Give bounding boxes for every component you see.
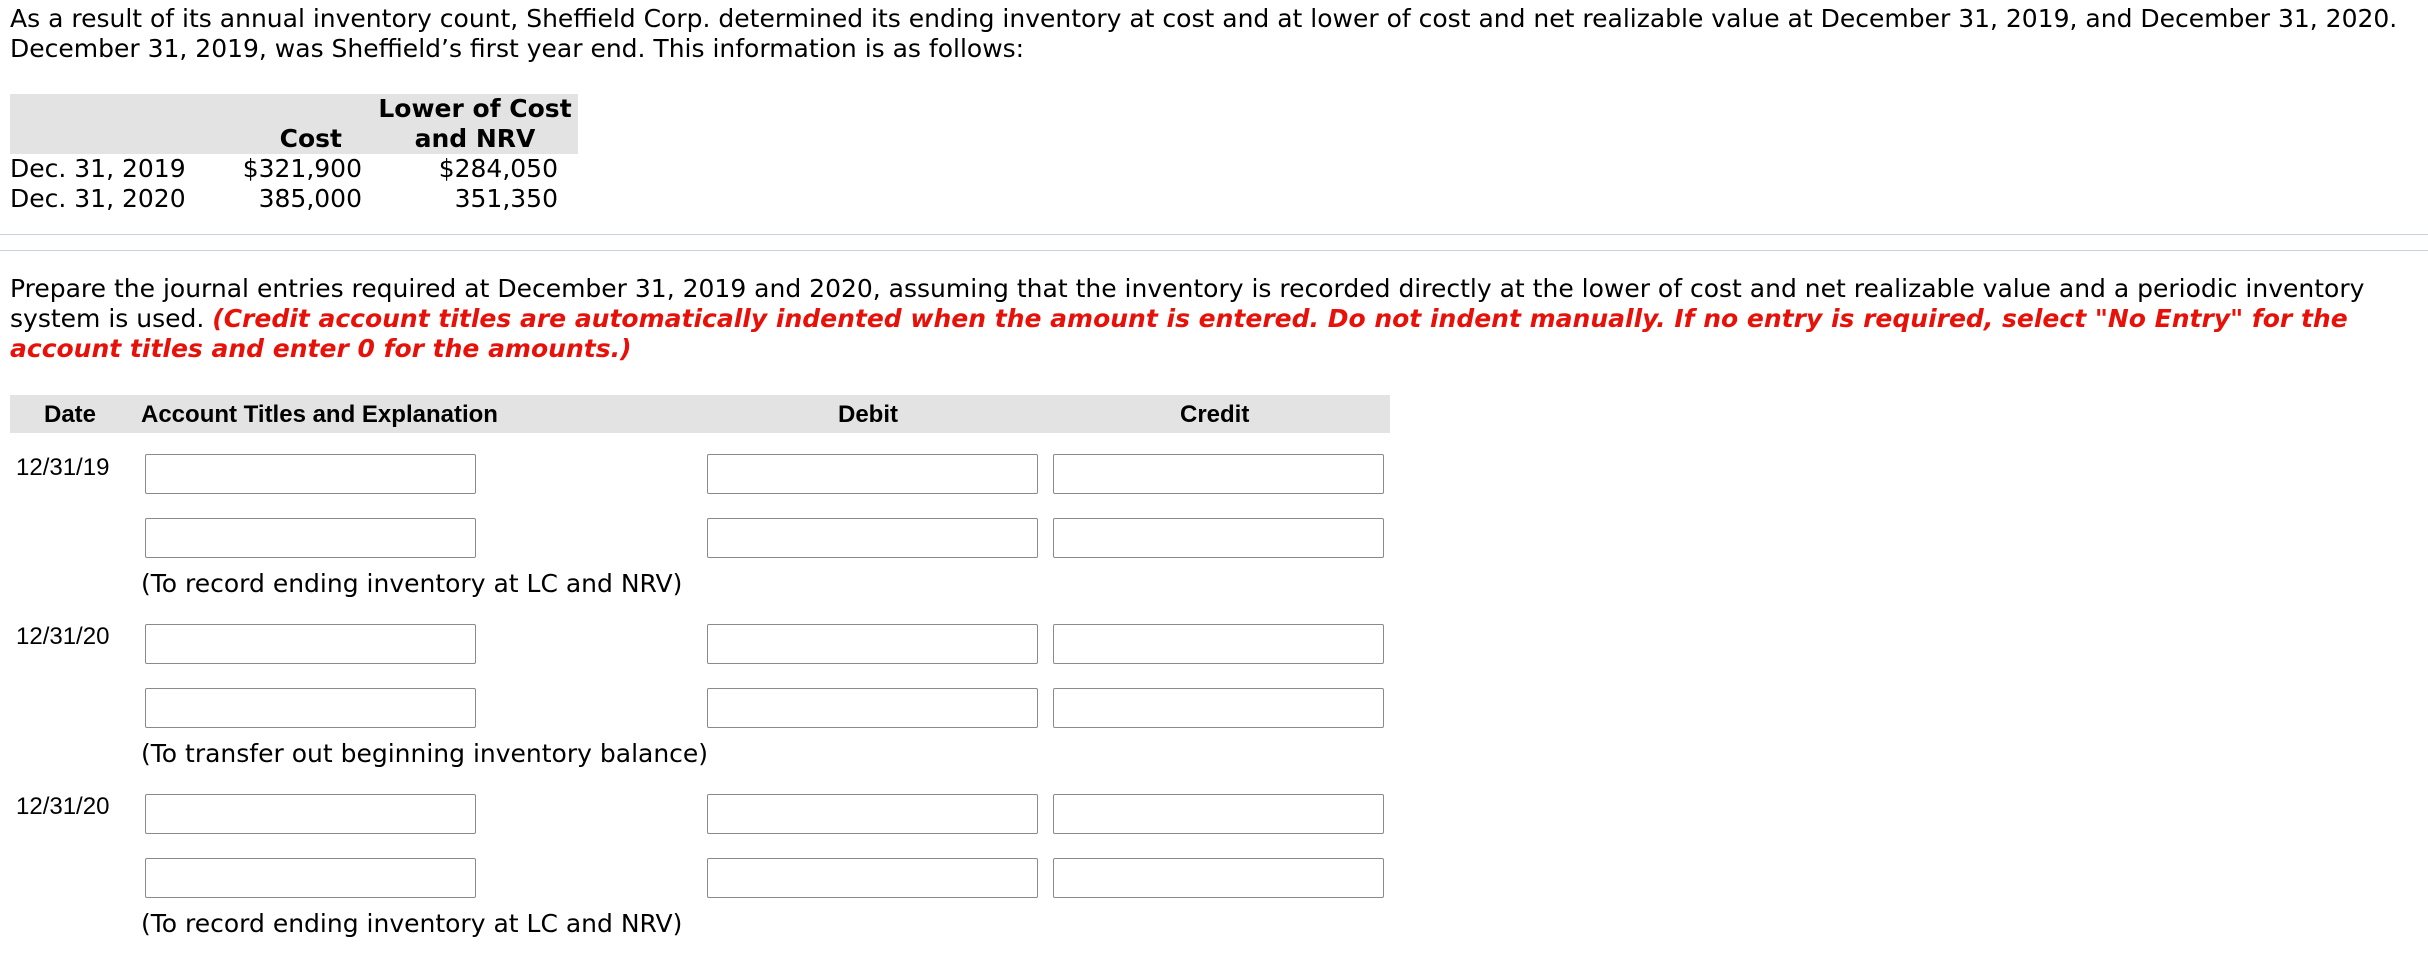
entry-date: 12/31/19 [16,454,110,481]
debit-input[interactable] [707,624,1038,664]
journal-header-debit: Debit [838,401,898,428]
journal-header-credit: Credit [1180,401,1250,428]
inventory-row-label: Dec. 31, 2019 [10,154,186,183]
entry-explanation: (To transfer out beginning inventory balance) [141,739,709,768]
debit-input[interactable] [707,518,1038,558]
inventory-table [10,94,578,214]
debit-input[interactable] [707,454,1038,494]
inventory-cost-header: Cost [202,94,372,154]
journal-header-account: Account Titles and Explanation [141,401,498,428]
inventory-row-lcnrv: $284,050 [438,154,558,183]
inventory-lcnrv-header-line-1: Lower of Cost [378,94,572,123]
credit-input[interactable] [1053,454,1384,494]
instructions-note: (Credit account titles are automatically indented when the amount is entered. Do not indent manually. If no entry is required, select "No Entry" for the account titles and enter 0 for the amounts.) [10,304,2348,363]
account-title-input[interactable] [145,688,476,728]
credit-input[interactable] [1053,794,1384,834]
inventory-table-corner [10,94,202,154]
inventory-row-lcnrv: 351,350 [454,184,558,213]
debit-input[interactable] [707,688,1038,728]
entry-date: 12/31/20 [16,623,110,650]
entry-date: 12/31/20 [16,793,110,820]
inventory-row-cost: $321,900 [242,154,362,183]
inventory-row-label: Dec. 31, 2020 [10,184,186,213]
credit-input[interactable] [1053,624,1384,664]
table-row [10,154,578,184]
journal-header-date: Date [44,401,97,428]
credit-input[interactable] [1053,688,1384,728]
instructions-text: Prepare the journal entries required at December 31, 2019 and 2020, assuming that the inventory is recorded directly at the lower of cost and net realizable value and a periodic inventory system is used. [10,274,2365,333]
inventory-lcnrv-header [372,94,578,154]
table-row [10,184,578,214]
inventory-lcnrv-header-line-2: and NRV [414,124,536,153]
account-title-input[interactable] [145,794,476,834]
credit-input[interactable] [1053,858,1384,898]
entry-explanation: (To record ending inventory at LC and NRV) [141,909,683,938]
credit-input[interactable] [1053,518,1384,558]
inventory-row-cost: 385,000 [258,184,362,213]
problem-statement [10,4,2410,64]
section-divider [0,234,2428,235]
account-title-input[interactable] [145,518,476,558]
entry-explanation: (To record ending inventory at LC and NRV) [141,569,683,598]
debit-input[interactable] [707,858,1038,898]
journal-header [10,395,1390,433]
section-divider [0,250,2428,251]
instructions [10,274,2410,364]
problem-intro-line-1: As a result of its annual inventory count, Sheffield Corp. determined its ending inventory at cost and at lower of cost and net realizable value at December 31, 2019, and December 31, 2020. [10,4,2398,33]
account-title-input[interactable] [145,858,476,898]
problem-intro-line-2: December 31, 2019, was Sheffield’s first year end. This information is as follows: [10,34,1025,63]
account-title-input[interactable] [145,454,476,494]
debit-input[interactable] [707,794,1038,834]
account-title-input[interactable] [145,624,476,664]
